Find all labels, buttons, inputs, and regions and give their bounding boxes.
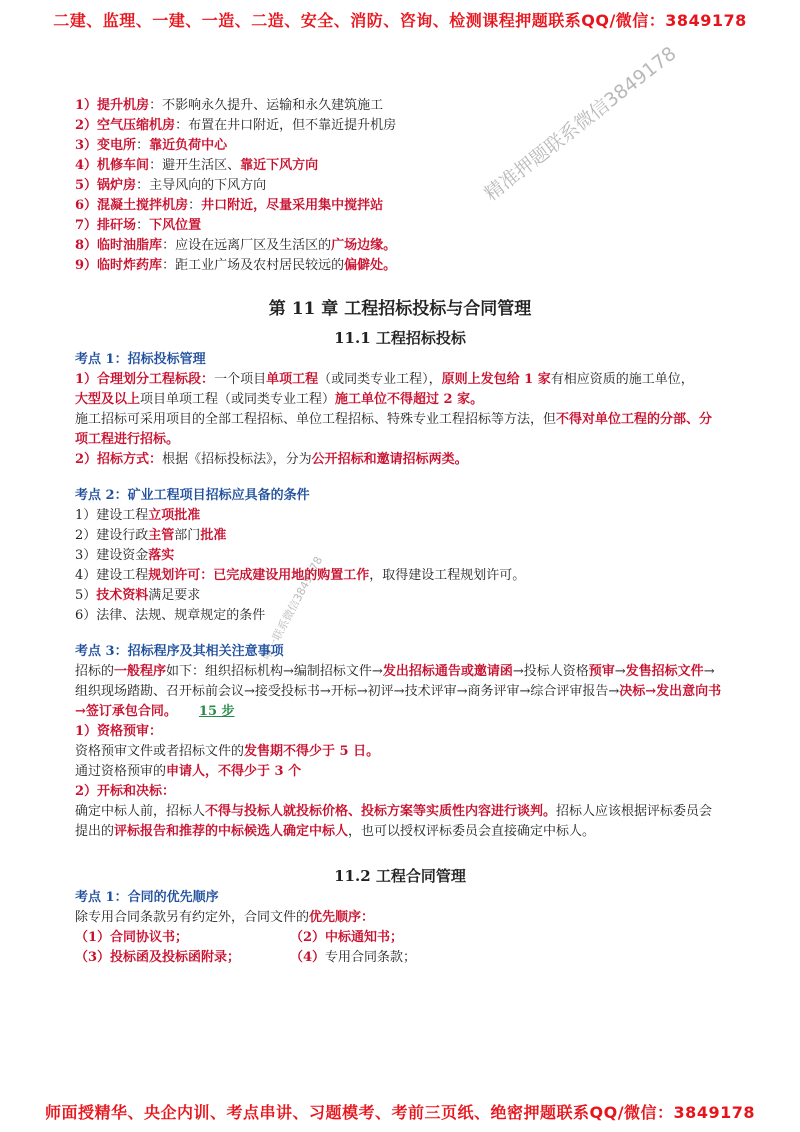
point-title: 考点 1：招标投标管理 bbox=[75, 352, 206, 367]
point-title: 考点 3：招标程序及其相关注意事项 bbox=[75, 644, 284, 659]
facility-item: 1）提升机房：不影响永久提升、运输和永久建筑施工 bbox=[75, 98, 384, 113]
facility-item: 4）机修车间：避开生活区、靠近下风方向 bbox=[75, 158, 319, 173]
point-3-block bbox=[75, 642, 725, 842]
paragraph: 招标的一般程序如下：组织招标机构→编制招标文件→发出招标通告或邀请函→投标人资格预审→发售招标文件→组织现场踏勘、召开标前会议→接受投标书→开标→初评→技术评审→商务评审→综合评审报告→决标→发出意向书→签订承包合同。 15 步 bbox=[75, 664, 722, 719]
condition-item: 6）法律、法规、规章规定的条件 bbox=[75, 608, 266, 623]
condition-item: 4）建设工程规划许可：已完成建设用地的购置工作，取得建设工程规划许可。 bbox=[75, 568, 526, 583]
watermark-main: 精准押题联系微信3849178 bbox=[480, 42, 681, 206]
order-item: （2）中标通知书； bbox=[290, 930, 404, 945]
paragraph: 大型及以上项目单项工程（或同类专业工程）施工单位不得超过 2 家。 bbox=[75, 392, 484, 407]
facility-item: 8）临时油脂库：应设在远离厂区及生活区的广场边缘。 bbox=[75, 238, 397, 253]
paragraph: 通过资格预审的申请人，不得少于 3 个 bbox=[75, 764, 302, 779]
facility-item: 2）空气压缩机房：布置在井口附近，但不靠近提升机房 bbox=[75, 118, 397, 133]
order-row bbox=[75, 928, 725, 948]
facility-list bbox=[75, 96, 725, 276]
order-item: （1）合同协议书； bbox=[75, 930, 189, 945]
order-item: （4）专用合同条款； bbox=[290, 950, 417, 965]
bottom-banner: 师面授精华、央企内训、考点串讲、习题模考、考前三页纸、绝密押题联系QQ/微信：3849178 bbox=[45, 1103, 755, 1122]
contract-order-block bbox=[75, 888, 725, 968]
condition-item: 3）建设资金落实 bbox=[75, 548, 175, 563]
facility-item: 3）变电所：靠近负荷中心 bbox=[75, 138, 228, 153]
section-title: 11.1 工程招标投标 bbox=[334, 329, 466, 347]
facility-item: 7）排矸场：下风位置 bbox=[75, 218, 202, 233]
steps-link[interactable]: 15 步 bbox=[198, 704, 235, 719]
point-1-block bbox=[75, 350, 725, 470]
point-2-block bbox=[75, 486, 725, 626]
condition-item: 1）建设工程立项批准 bbox=[75, 508, 201, 523]
subheading: 2）开标和决标： bbox=[75, 784, 176, 799]
watermark-small: 唯一联系微信3849178 bbox=[259, 554, 326, 663]
order-row bbox=[75, 948, 725, 968]
subheading: 1）资格预审： bbox=[75, 724, 163, 739]
top-banner: 二建、监理、一建、一造、二造、安全、消防、咨询、检测课程押题联系QQ/微信：3849178 bbox=[53, 11, 747, 30]
paragraph: 资格预审文件或者招标文件的发售期不得少于 5 日。 bbox=[75, 744, 380, 759]
facility-item: 5）锅炉房：主导风向的下风方向 bbox=[75, 178, 267, 193]
point-title: 考点 1：合同的优先顺序 bbox=[75, 890, 219, 905]
paragraph: 2）招标方式：根据《招标投标法》，分为公开招标和邀请招标两类。 bbox=[75, 452, 468, 467]
paragraph: 1）合理划分工程标段：一个项目单项工程（或同类专业工程），原则上发包给 1 家有相应资质的施工单位， bbox=[75, 372, 694, 387]
condition-item: 5）技术资料满足要求 bbox=[75, 588, 201, 603]
condition-item: 2）建设行政主管部门批准 bbox=[75, 528, 227, 543]
paragraph: 除专用合同条款另有约定外，合同文件的优先顺序： bbox=[75, 910, 375, 925]
facility-item: 9）临时炸药库：距工业广场及农村居民较远的偏僻处。 bbox=[75, 258, 397, 273]
paragraph: 确定中标人前，招标人不得与投标人就投标价格、投标方案等实质性内容进行谈判。招标人应该根据评标委员会提出的评标报告和推荐的中标候选人确定中标人，也可以授权评标委员会直接确定中标人。 bbox=[75, 804, 713, 839]
facility-item: 6）混凝土搅拌机房：井口附近，尽量采用集中搅拌站 bbox=[75, 198, 384, 213]
chapter-title: 第 11 章 工程招标投标与合同管理 bbox=[268, 299, 532, 319]
document-body bbox=[75, 96, 725, 968]
section-title: 11.2 工程合同管理 bbox=[334, 867, 466, 885]
paragraph: 施工招标可采用项目的全部工程招标、单位工程招标、特殊专业工程招标等方法，但不得对单位工程的分部、分项工程进行招标。 bbox=[75, 412, 713, 447]
order-item: （3）投标函及投标函附录； bbox=[75, 950, 241, 965]
point-title: 考点 2：矿业工程项目招标应具备的条件 bbox=[75, 488, 310, 503]
